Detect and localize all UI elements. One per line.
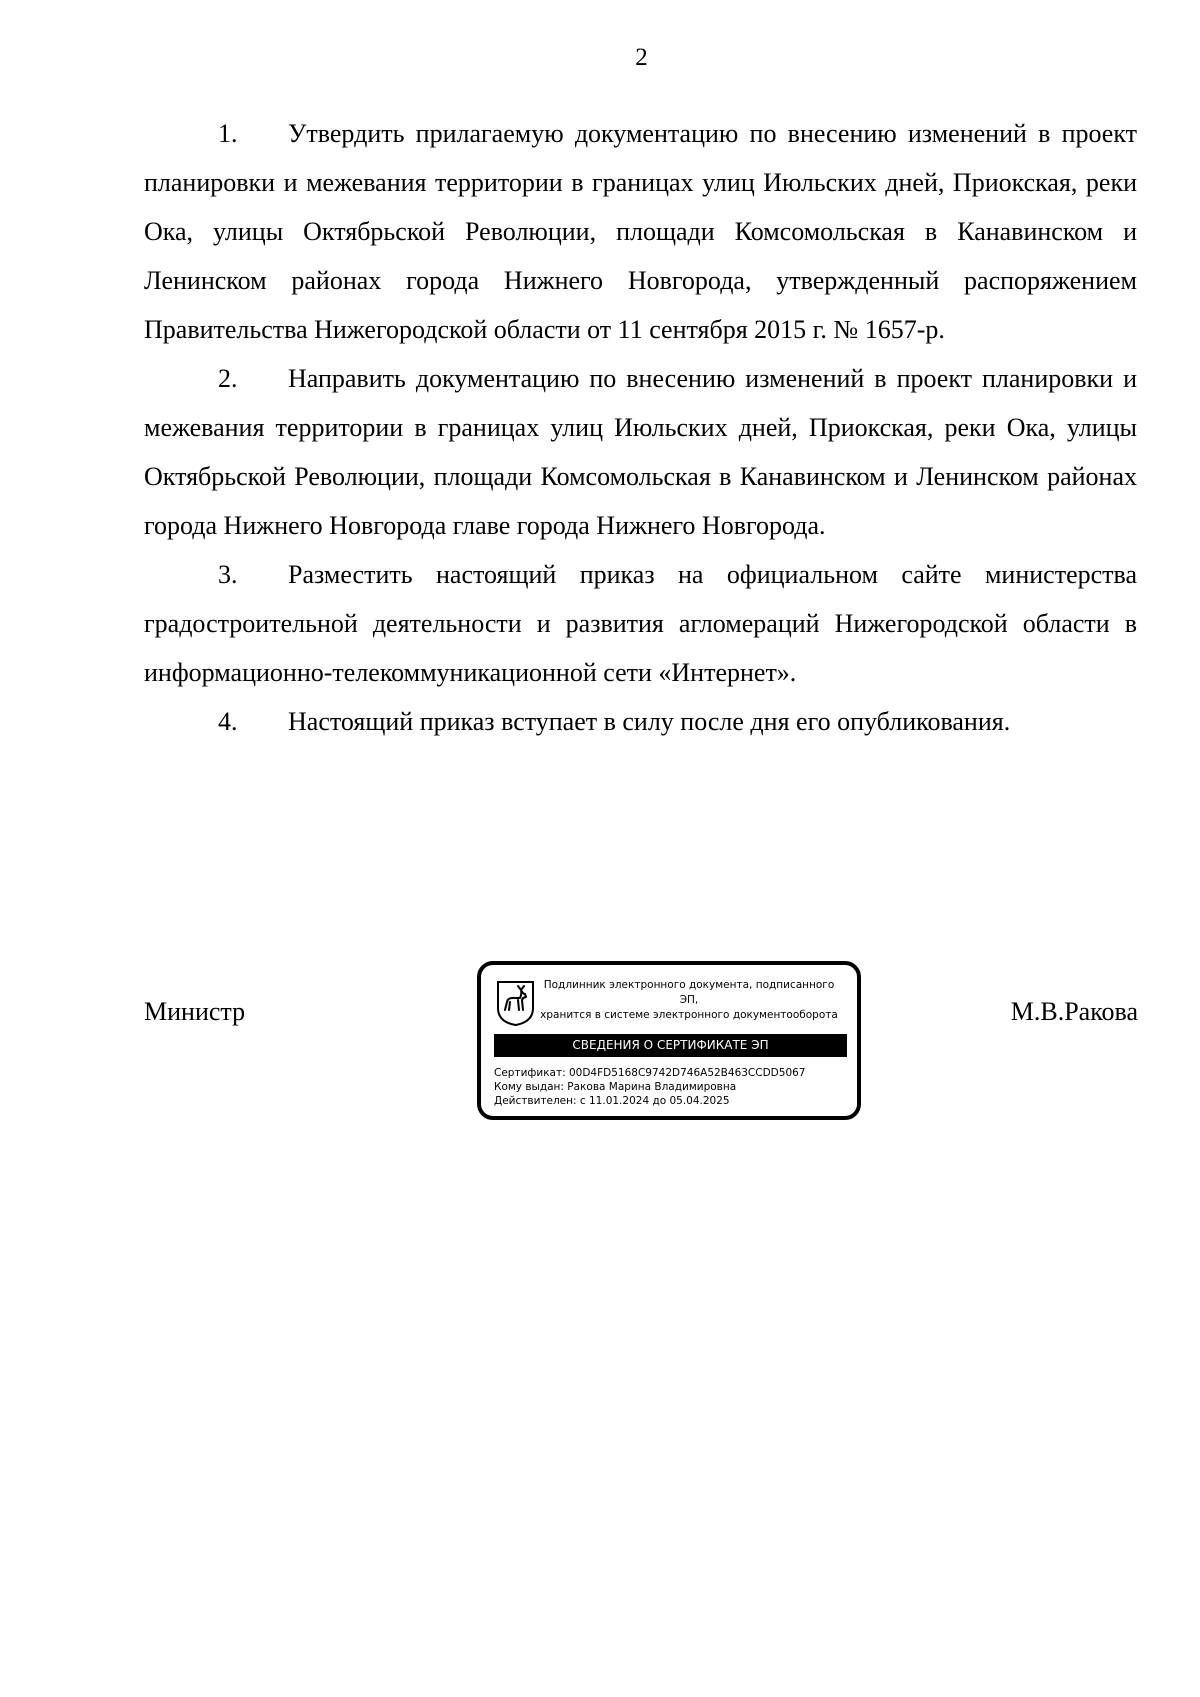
validity-value: с 11.01.2024 до 05.04.2025	[579, 1095, 730, 1107]
issued-to-label: Кому выдан:	[494, 1081, 564, 1093]
issued-to-value: Ракова Марина Владимировна	[567, 1081, 737, 1093]
stamp-header-line: Подлинник электронного документа, подписанного ЭП,	[543, 979, 835, 1006]
electronic-signature-stamp	[477, 961, 861, 1120]
certificate-row	[494, 1066, 805, 1080]
deer-coat-of-arms-icon	[496, 980, 535, 1026]
order-item-number: 1.	[218, 119, 238, 148]
order-item-text: Утвердить прилагаемую документацию по внесению изменений в проект планировки и межевания территории в границах улиц Июльских дней, Приокская, реки Ока, улицы Октябрьской Революции, площади Комсомольская в Канавинском и Ленинском районах города Нижнего Новгорода, утвержденный распоряжением Правительства Нижегородской области от 11 сентября 2015 г. № 1657-р.	[144, 119, 1137, 344]
order-item-text: Направить документацию по внесению изменений в проект планировки и межевания территории в границах улиц Июльских дней, Приокская, реки Ока, улицы Октябрьской Революции, площади Комсомольская в Канавинском и Ленинском районах города Нижнего Новгорода главе города Нижнего Новгорода.	[144, 364, 1137, 540]
order-item-3	[144, 550, 1137, 697]
stamp-certificate-title: СВЕДЕНИЯ О СЕРТИФИКАТЕ ЭП	[494, 1034, 847, 1057]
certificate-label: Сертификат:	[494, 1067, 566, 1079]
page-number: 2	[635, 44, 648, 71]
signatory-name: М.В.Ракова	[1010, 997, 1138, 1026]
validity-row	[494, 1094, 805, 1108]
validity-label: Действителен:	[494, 1095, 577, 1107]
order-item-1	[144, 109, 1137, 354]
order-item-text: Настоящий приказ вступает в силу после дня его опубликования.	[288, 707, 1011, 736]
order-item-number: 4.	[218, 707, 238, 736]
stamp-certificate-details	[494, 1066, 805, 1108]
stamp-header-line: хранится в системе электронного документооборота	[540, 1009, 838, 1021]
order-item-2	[144, 354, 1137, 550]
order-item-text: Разместить настоящий приказ на официальном сайте министерства градостроительной деятельности и развития агломераций Нижегородской области в информационно-телекоммуникационной сети «Интернет».	[144, 560, 1137, 687]
issued-to-row	[494, 1080, 805, 1094]
order-item-number: 2.	[218, 364, 238, 393]
certificate-value: 00D4FD5168C9742D746A52B463CCDD5067	[568, 1067, 806, 1079]
stamp-header	[539, 978, 839, 1023]
signatory-title: Министр	[144, 997, 246, 1026]
order-item-4	[144, 697, 1137, 746]
order-body	[144, 109, 1137, 746]
order-item-number: 3.	[218, 560, 238, 589]
